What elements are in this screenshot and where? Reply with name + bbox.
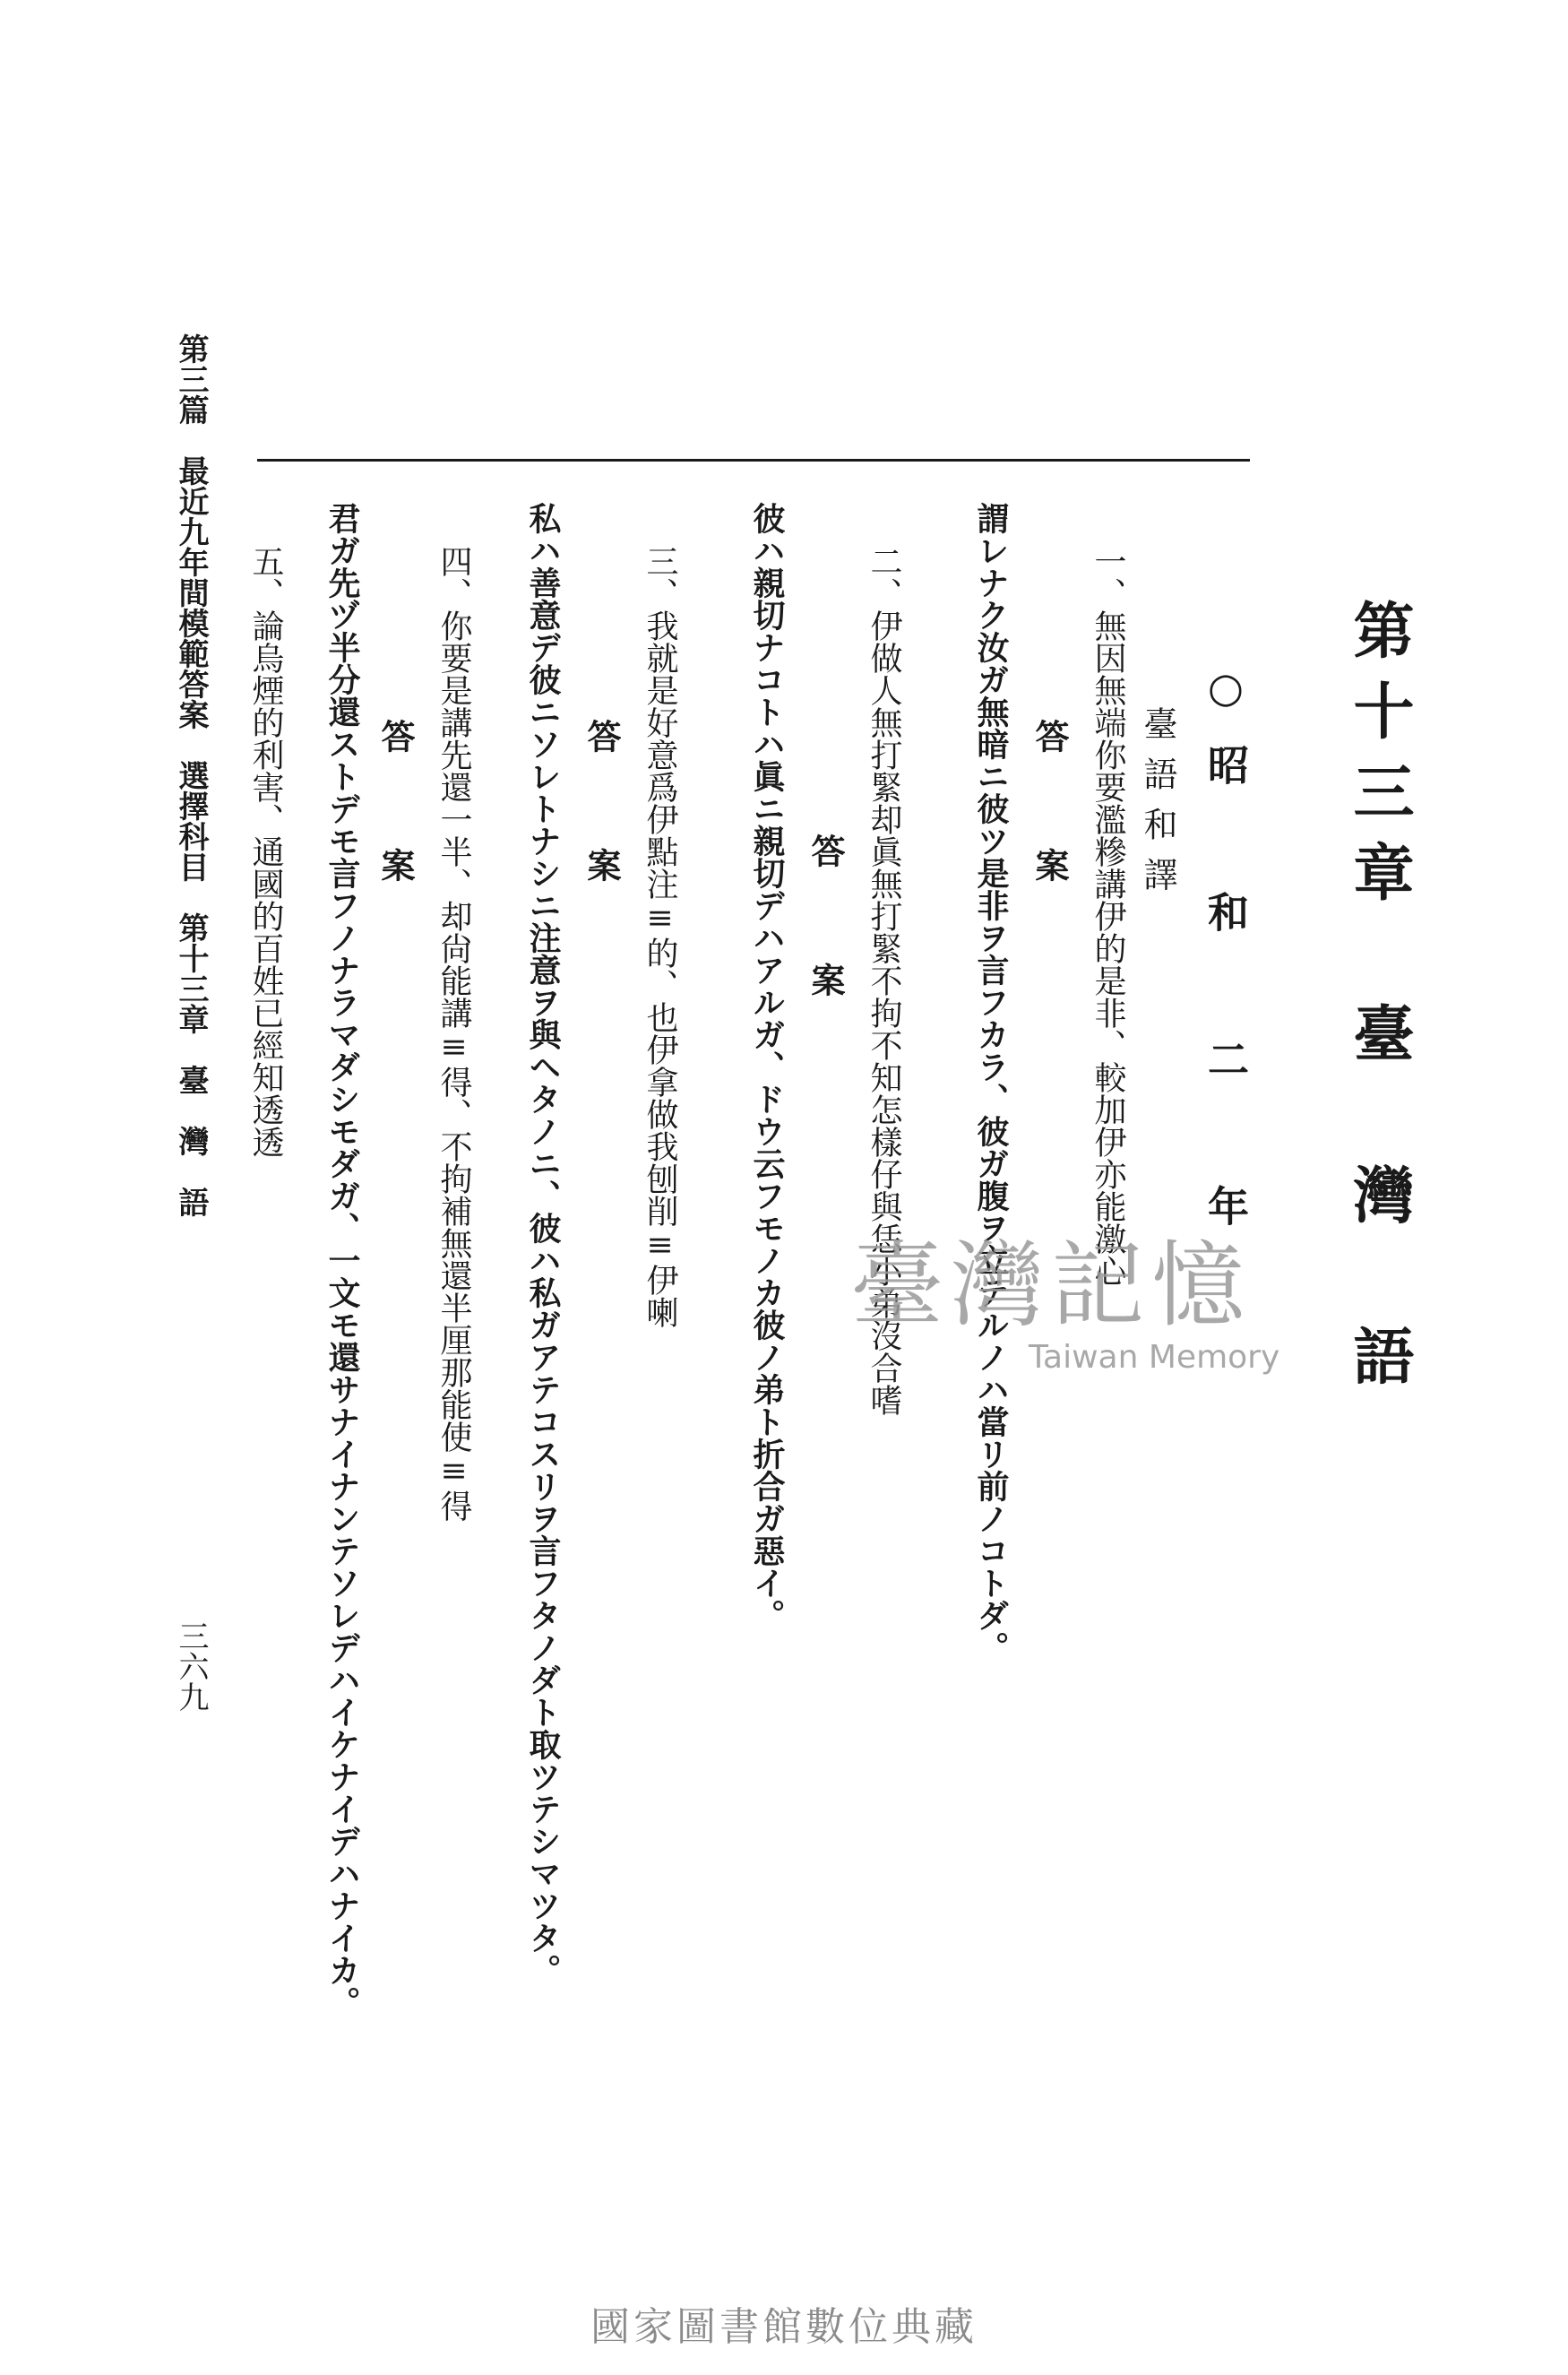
- answer-4: 君ガ先ヅ半分還ストデモ言フノナラマダシモダガ、一文モ還サナイナンテソレデハイケナイデハナイカ。: [323, 502, 361, 2018]
- exam-year: ○昭 和 二 年: [1202, 663, 1250, 1258]
- question-1: 一、無因無端你要濫糝講伊的是非、較加伊亦能激心: [1090, 545, 1126, 1287]
- header-rule: [257, 459, 1250, 462]
- running-header: 第三篇 最近九年間模範答案 選擇科目 第十三章 臺 灣 語: [173, 333, 209, 1217]
- question-4: 四、你要是講先還一半、却尙能講≡得、不拘補無還半厘那能使≡得: [435, 545, 472, 1522]
- answer-2: 彼ハ親切ナコトハ眞ニ親切デハアルガ、ドウ云フモノカ彼ノ弟ト折合ガ惡イ。: [748, 502, 786, 1631]
- question-3: 三、我就是好意爲伊點注≡的、也伊拿做我刨削≡伊喇: [642, 545, 678, 1328]
- answer-3: 私ハ善意デ彼ニソレトナシニ注意ヲ與ヘタノニ、彼ハ私ガアテコスリヲ言フタノダト取ツテシマツタ。: [524, 502, 562, 1986]
- answer-label-3: 答 案: [582, 719, 622, 912]
- answer-label-1: 答 案: [1030, 719, 1070, 912]
- section-label: 臺語和譯: [1138, 706, 1177, 907]
- page-number: 三六九: [173, 1620, 209, 1712]
- watermark-text-cn: 臺灣記憶: [850, 1231, 1253, 1340]
- watermark-text-en: Taiwan Memory: [1029, 1339, 1280, 1376]
- footer-credit: 國家圖書館數位典藏: [590, 2304, 978, 2350]
- chapter-title: 第十三章 臺 灣 語: [1343, 599, 1415, 1405]
- watermark: [823, 1210, 1279, 1376]
- question-5: 五、論烏煙的利害、通國的百姓已經知透透: [247, 545, 284, 1158]
- answer-1: 謂レナク汝ガ無暗ニ彼ツ是非ヲ言フカラ、彼ガ腹ヲ立テルノハ當リ前ノコトダ。: [972, 502, 1010, 1663]
- question-2: 二、伊做人無打緊却眞無打緊不拘不知怎樣仔與恁小弟沒合嗜: [866, 545, 902, 1416]
- answer-label-2: 答 案: [806, 833, 846, 1027]
- answer-label-4: 答 案: [375, 719, 416, 912]
